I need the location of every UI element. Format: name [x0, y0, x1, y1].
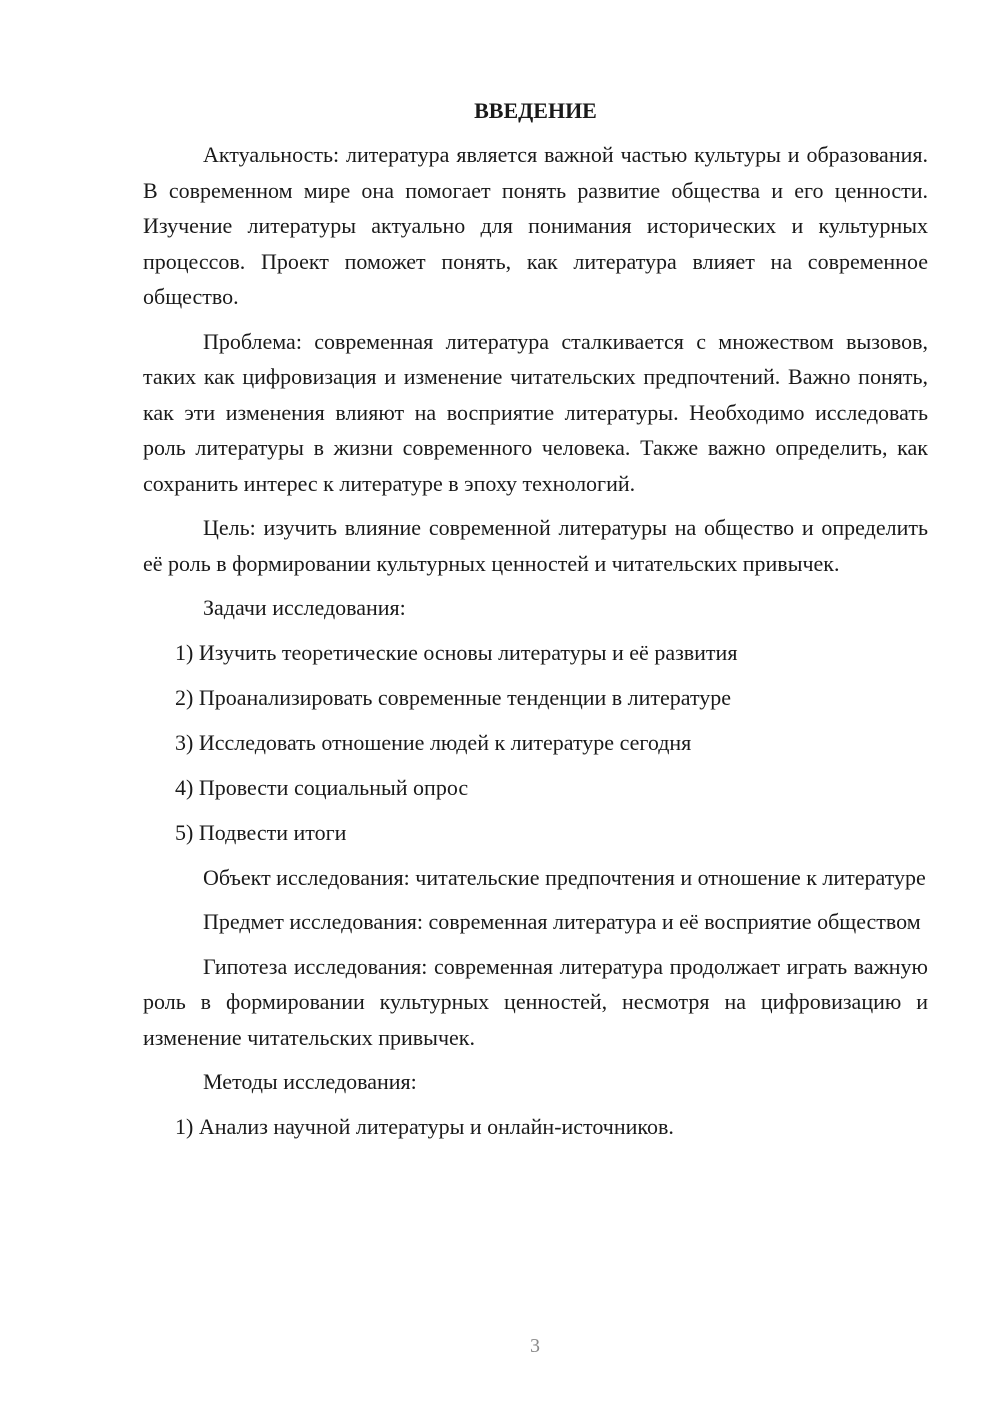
- methods-list: [143, 1109, 928, 1145]
- relevance-paragraph: Актуальность: литература является важной частью культуры и образования. В современном мире она помогает понять развитие общества и его ценности. Изучение литературы актуально для понимания исторических и культурных процессов. Проект поможет понять, как литература влияет на современное общество.: [143, 142, 928, 309]
- list-item: 1) Изучить теоретические основы литературы и её развития: [175, 639, 738, 665]
- tasks-list: [143, 635, 928, 851]
- object-paragraph: Объект исследования: читательские предпочтения и отношение к литературе: [203, 864, 926, 890]
- list-item: 4) Провести социальный опрос: [175, 774, 469, 800]
- methods-heading: Методы исследования:: [203, 1069, 417, 1094]
- problem-paragraph: Проблема: современная литература сталкивается с множеством вызовов, таких как цифровизация и изменение читательских предпочтений. Важно понять, как эти изменения влияют на восприятие литературы. Необходимо исследовать роль литературы в жизни современного человека. Также важно определить, как сохранить интерес к литературе в эпоху технологий.: [143, 328, 928, 496]
- list-item: 2) Проанализировать современные тенденции в литературе: [175, 684, 732, 710]
- page-title: ВВЕДЕНИЕ: [474, 98, 597, 123]
- list-item: 1) Анализ научной литературы и онлайн-источников.: [175, 1113, 674, 1139]
- list-item: 5) Подвести итоги: [175, 819, 347, 845]
- page-content: [143, 95, 928, 1154]
- hypothesis-paragraph: Гипотеза исследования: современная литература продолжает играть важную роль в формировании культурных ценностей, несмотря на цифровизацию и изменение читательских привычек.: [143, 953, 928, 1050]
- subject-paragraph: Предмет исследования: современная литература и её восприятие обществом: [203, 909, 921, 934]
- goal-paragraph: Цель: изучить влияние современной литературы на общество и определить её роль в формировании культурных ценностей и читательских привычек.: [143, 515, 928, 576]
- page-number: 3: [530, 1335, 540, 1357]
- list-item: 3) Исследовать отношение людей к литературе сегодня: [175, 729, 692, 755]
- tasks-heading: Задачи исследования:: [203, 595, 406, 620]
